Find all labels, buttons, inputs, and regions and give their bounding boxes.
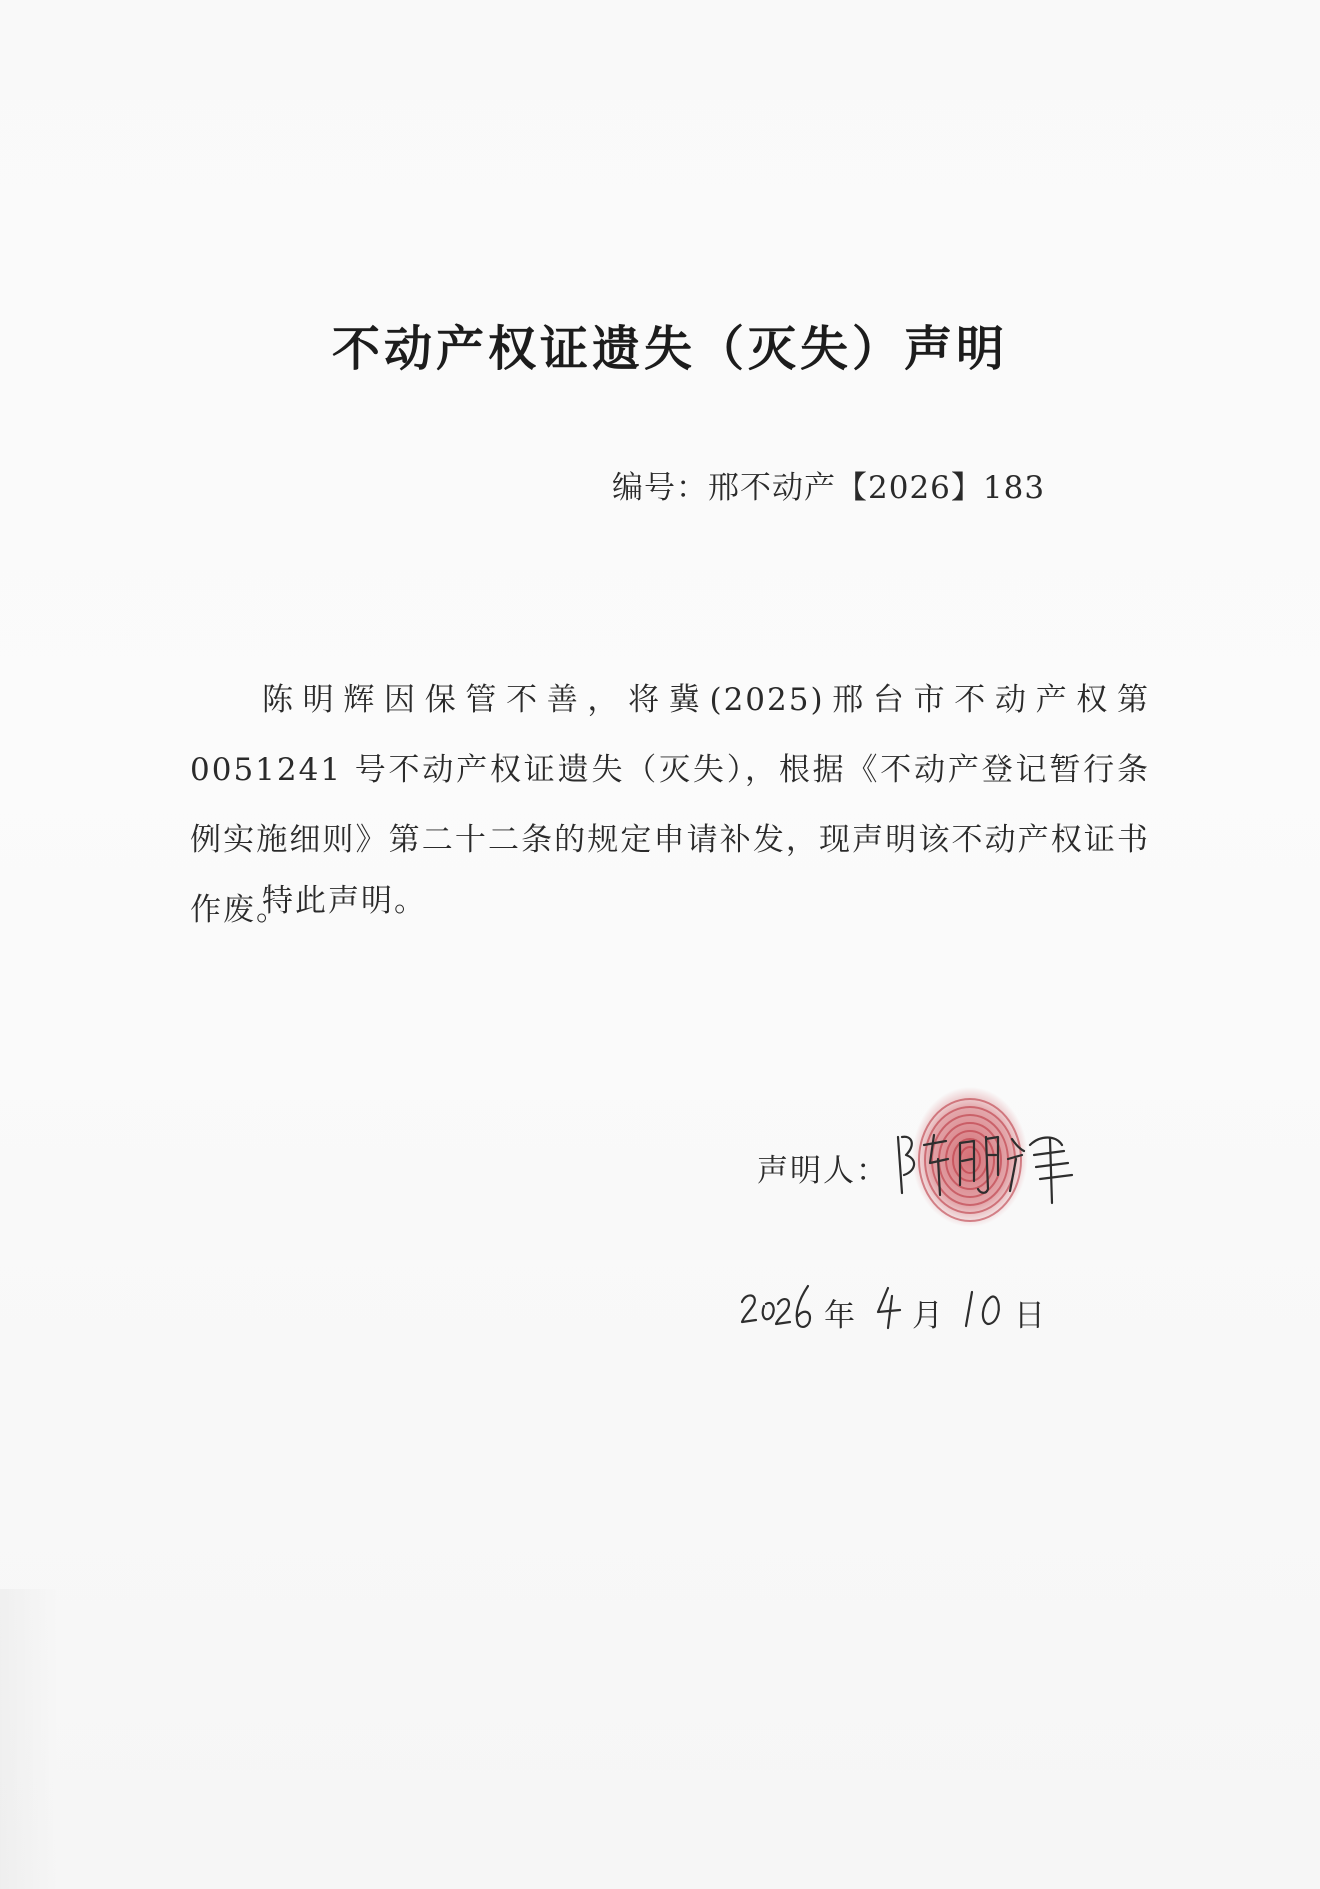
document-number: 编号：邢不动产【2026】183 [612,470,1046,506]
month-unit: 月 [912,1298,943,1334]
closing-statement: 特此声明。 [262,883,427,919]
document-title: 不动产权证遗失（灭失）声明 [331,321,1008,377]
declaration-date [738,1278,1058,1338]
handwritten-year [738,1278,818,1338]
day-unit: 日 [1014,1298,1045,1334]
handwritten-month [870,1278,910,1338]
declarant-label: 声明人： [757,1153,889,1189]
year-unit: 年 [824,1298,855,1334]
declaration-body: 陈明辉因保管不善，将冀(2025)邢台市不动产权第 0051241 号不动产权证遗失（灭失），根据《不动产登记暂行条例实施细则》第二十二条的规定申请补发，现声明该不动产权证书作废。 [190,682,1150,928]
handwritten-day [960,1278,1016,1338]
handwritten-signature [890,1115,1080,1215]
scan-shadow [0,1589,60,1889]
